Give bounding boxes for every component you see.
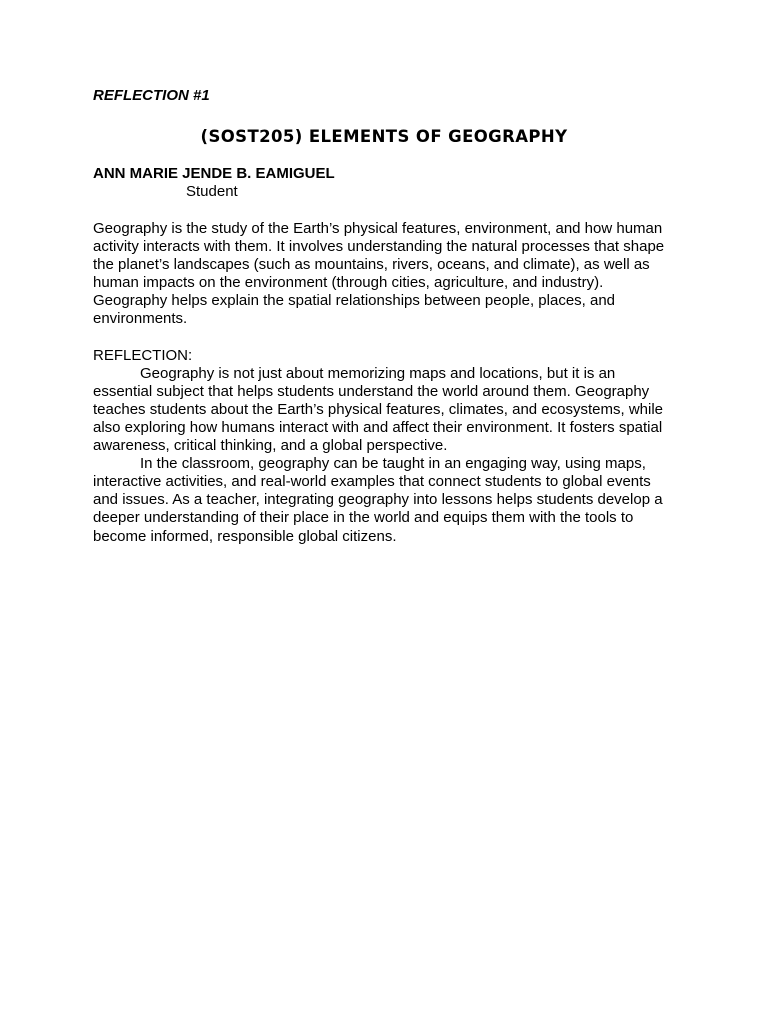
reflection-paragraph: In the classroom, geography can be taught in an engaging way, using maps, interactive activities, and real-world examples that connect students to global events and issues. As a teacher, integrating geography into lessons helps students develop a deeper understanding of their place in the world and equips them with the tools to become informed, responsible global citizens. xyxy=(93,455,663,545)
reflection-number-label: REFLECTION #1 xyxy=(93,87,210,104)
document-title: (SOST205) ELEMENTS OF GEOGRAPHY xyxy=(200,127,568,146)
document-body xyxy=(93,86,675,546)
reflection-paragraph: Geography is not just about memorizing maps and locations, but it is an essential subject that helps students understand the world around them. Geography teaches students about the Earth’s physical features, climates, and ecosystems, while also exploring how humans interact with and affect their environment. It fosters spatial awareness, critical thinking, and a global perspective. xyxy=(93,364,664,455)
author-role: Student xyxy=(186,183,238,200)
reflection-heading: REFLECTION: xyxy=(93,346,193,364)
author-name: ANN MARIE JENDE B. EAMIGUEL xyxy=(93,165,335,182)
intro-paragraph: Geography is the study of the Earth’s physical features, environment, and how human activity interacts with them. It involves understanding the natural processes that shape the planet’s landscapes (such as mountains, rivers, oceans, and climate), as well as human impacts on the environment (through cities, agriculture, and industry). Geography helps explain the spatial relationships between people, places, and environments. xyxy=(93,220,665,328)
